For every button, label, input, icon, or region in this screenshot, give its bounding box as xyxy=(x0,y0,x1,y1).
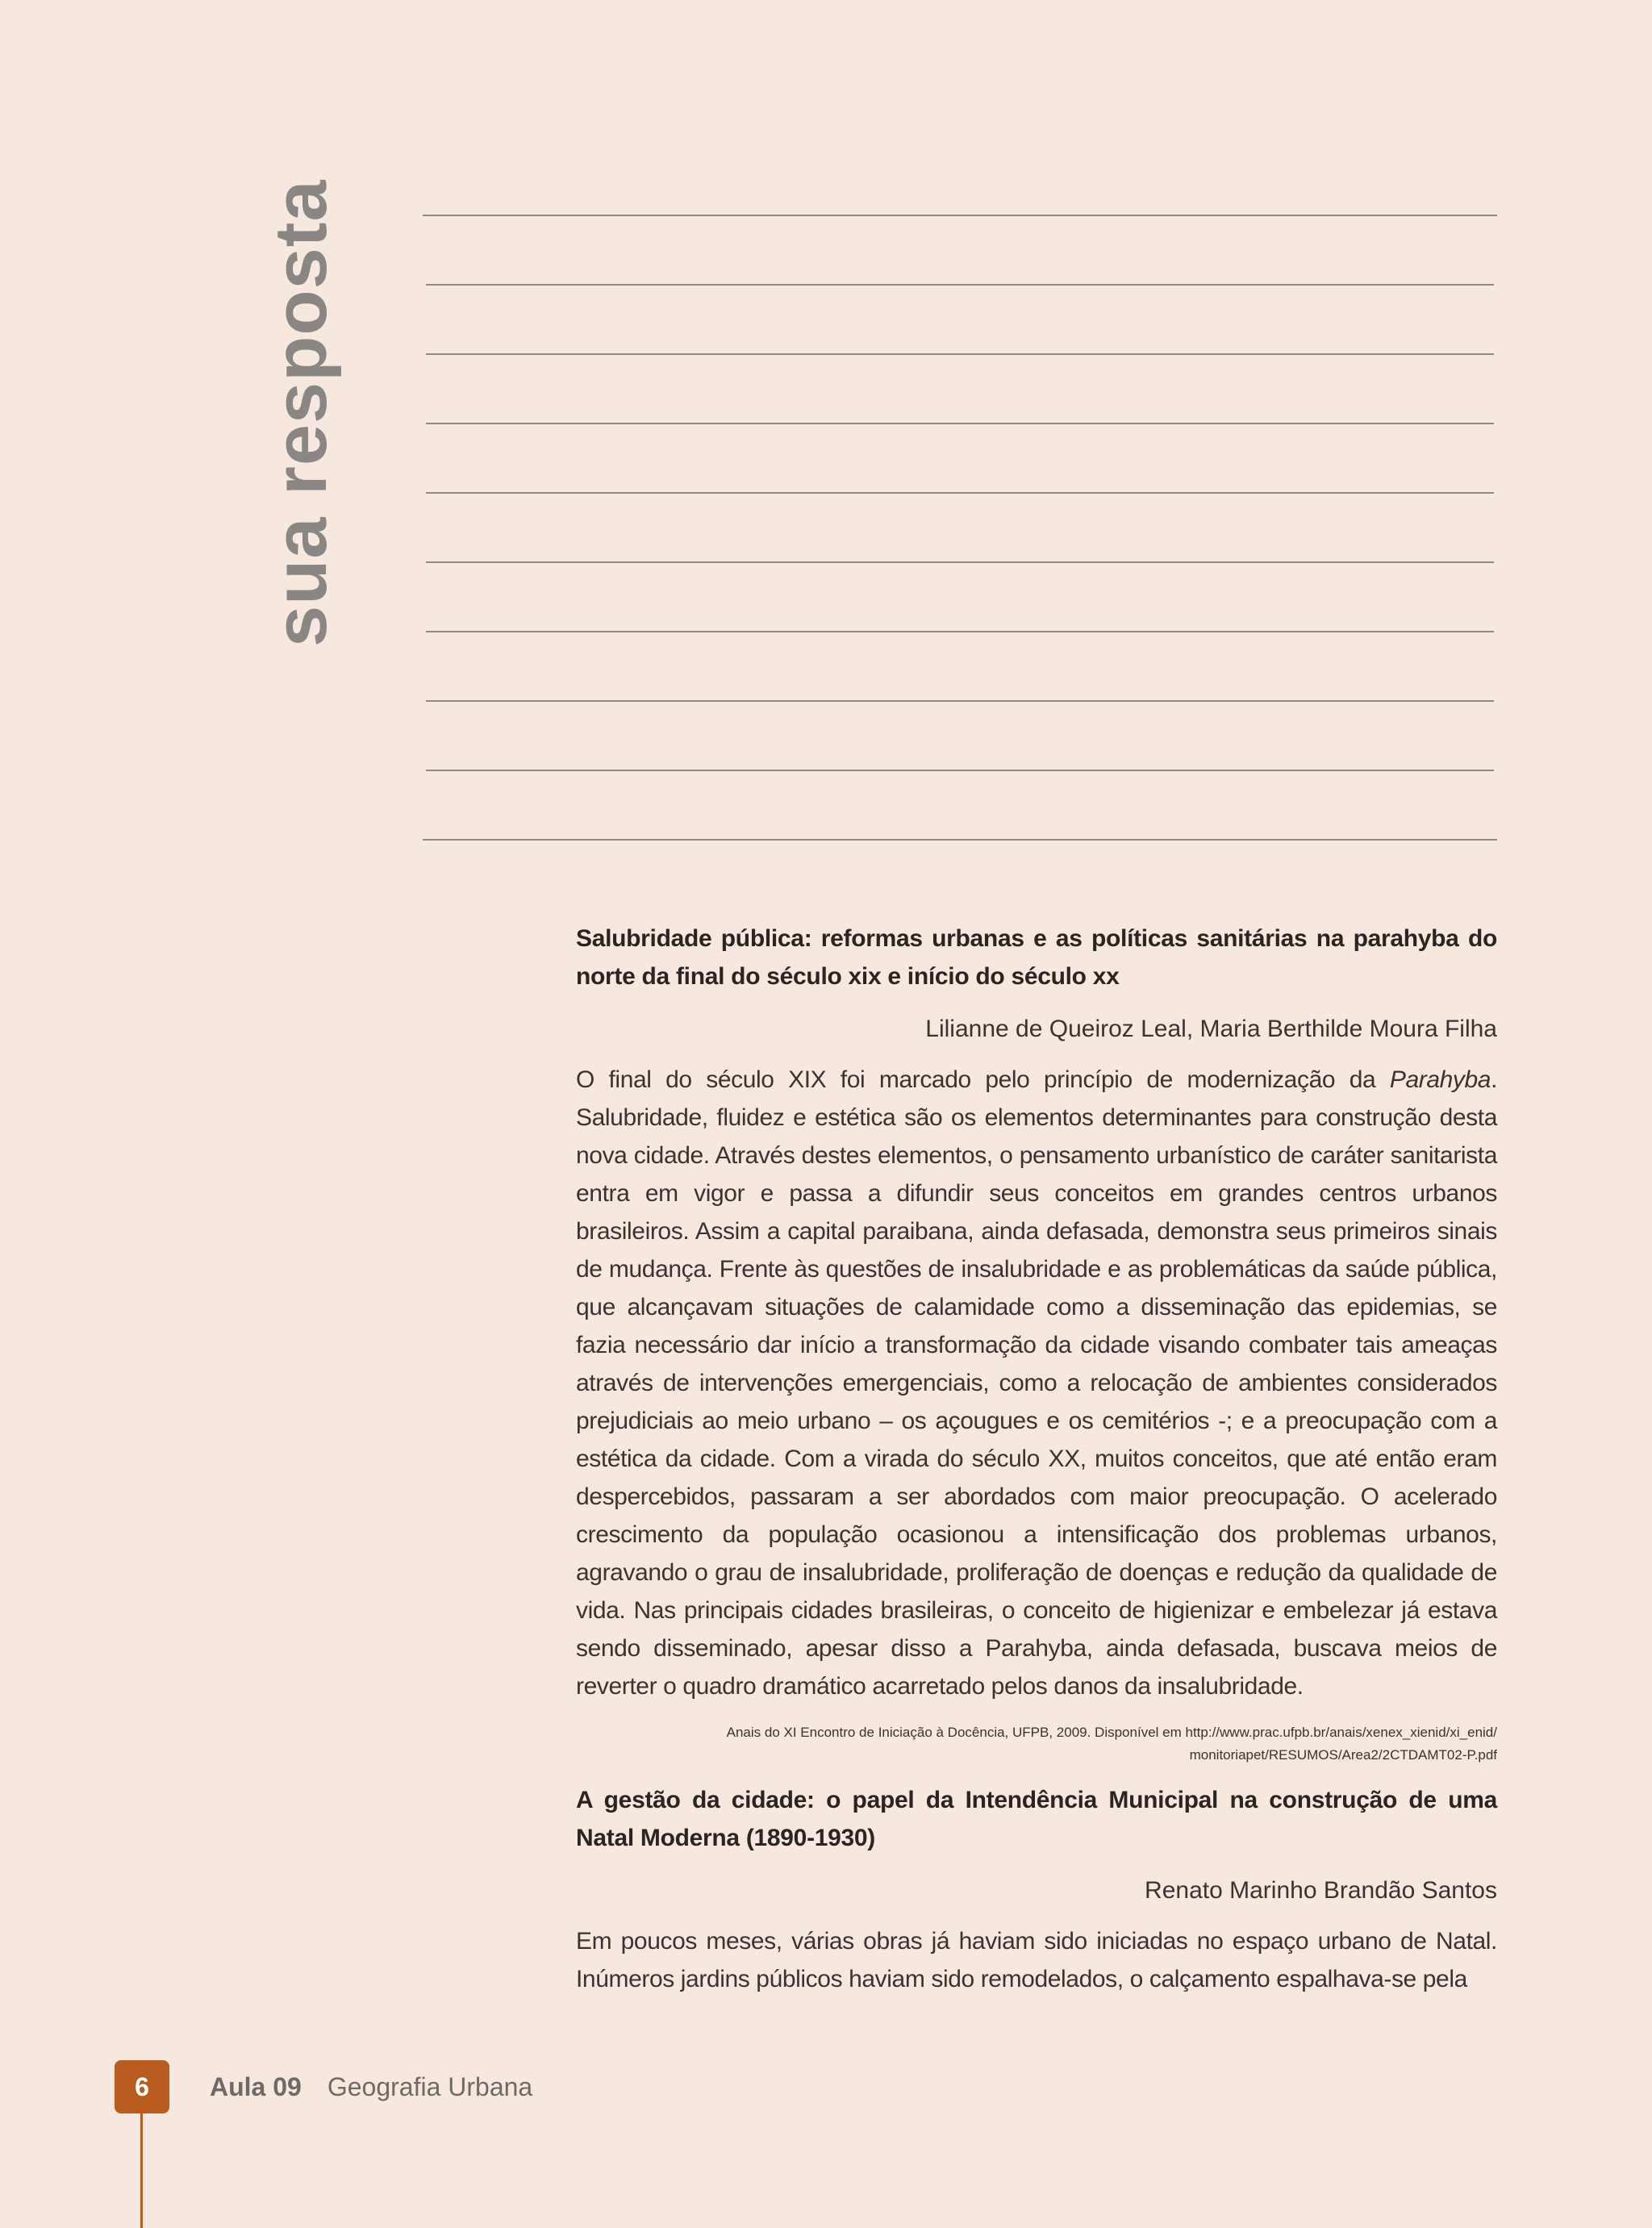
answer-line[interactable] xyxy=(426,353,1494,355)
article-gestao xyxy=(576,1781,1497,1998)
answer-line[interactable] xyxy=(426,284,1494,286)
article-source-line: Anais do XI Encontro de Iniciação à Docência, UFPB, 2009. Disponível em http://www.prac.ufpb.br/anais/xenex_xienid/xi_enid/ xyxy=(726,1725,1497,1740)
article-title: A gestão da cidade: o papel da Intendência Municipal na construção de uma Natal Moderna (1890-1930) xyxy=(576,1787,1497,1851)
article-source-line: monitoriapet/RESUMOS/Area2/2CTDAMT02-P.pdf xyxy=(1189,1747,1497,1763)
article-authors: Renato Marinho Brandão Santos xyxy=(1145,1877,1497,1904)
footer-rule xyxy=(140,2112,143,2228)
answer-line[interactable] xyxy=(426,631,1494,632)
answer-line[interactable] xyxy=(426,492,1494,494)
footer-subject: Geografia Urbana xyxy=(327,2072,533,2101)
answer-line[interactable] xyxy=(426,423,1494,424)
answer-line[interactable] xyxy=(423,215,1497,216)
page-footer xyxy=(115,2059,532,2115)
article-source xyxy=(576,1721,1497,1767)
article-body xyxy=(576,1061,1497,1705)
footer-course: Aula 09 xyxy=(210,2072,302,2101)
article-body-text: . Salubridade, fluidez e estética são os elementos determinantes para construção desta nova cidade. Através destes elementos, o pensamento urbanístico de caráter sanitarista entra em vigor e passa a difundir seus conceitos em grandes centros urbanos brasileiros. Assim a capital paraibana, ainda defasada, demonstra seus primeiros sinais de mudança. Frente às questões de insalubridade e as problemáticas da saúde pública, que alcançavam situações de calamidade como a disseminação das epidemias, se fazia necessário dar início a transformação da cidade visando combater tais ameaças através de intervenções emergenciais, como a relocação de ambientes considerados prejudiciais ao meio urbano – os açougues e os cemitérios -; e a preocupação com a estética da cidade. Com a virada do século XX, muitos conceitos, que até então eram despercebidos, passaram a ser abordados com maior preocupação. O acelerado crescimento da população ocasionou a intensificação dos problemas urbanos, agravando o grau de insalubridade, proliferação de doenças e redução da qualidade de vida. Nas principais cidades brasileiras, o conceito de higienizar e embelezar já estava sendo disseminado, apesar disso a Parahyba, ainda defasada, buscava meios de reverter o quadro dramático acarretado pelos danos da insalubridade. xyxy=(576,1066,1497,1700)
article-body-italic: Parahyba xyxy=(1389,1066,1491,1093)
page-number-badge: 6 xyxy=(115,2060,169,2113)
article-authors: Lilianne de Queiroz Leal, Maria Berthilde Moura Filha xyxy=(925,1016,1497,1042)
answer-lines xyxy=(423,215,1497,841)
article-body-text: O final do século XIX foi marcado pelo princípio de modernização da xyxy=(576,1066,1390,1093)
article-salubridade xyxy=(576,920,1497,1767)
article-title: Salubridade pública: reformas urbanas e as políticas sanitárias na parahyba do norte da final do século xix e início do século xx xyxy=(576,925,1497,990)
answer-line[interactable] xyxy=(426,561,1494,563)
answer-line[interactable] xyxy=(426,770,1494,771)
article-body: Em poucos meses, várias obras já haviam sido iniciadas no espaço urbano de Natal. Inúmeros jardins públicos haviam sido remodelados, o calçamento espalhava-se pela xyxy=(576,1928,1497,1992)
answer-line[interactable] xyxy=(426,700,1494,702)
answer-line[interactable] xyxy=(423,839,1497,841)
sidebar-title: sua resposta xyxy=(260,179,342,647)
